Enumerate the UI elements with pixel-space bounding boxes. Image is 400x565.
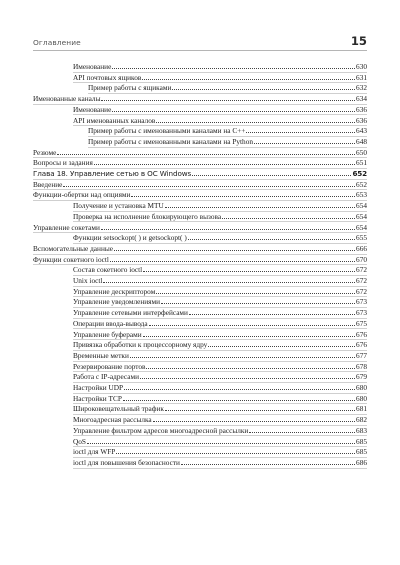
toc-entry-row[interactable] — [33, 223, 367, 232]
dot-leader — [110, 261, 355, 262]
toc-entry-page-number: 683 — [356, 425, 367, 435]
toc-entry-page-number: 632 — [356, 83, 367, 93]
toc-entry-page-number: 636 — [356, 115, 367, 125]
dot-leader — [254, 143, 355, 144]
dot-leader — [208, 346, 355, 347]
toc-entry-label: API именованных каналов — [73, 115, 156, 125]
dot-leader — [156, 122, 355, 123]
toc-entry-row[interactable] — [73, 447, 367, 456]
toc-entry-row[interactable] — [73, 383, 367, 392]
dot-leader — [123, 400, 355, 401]
toc-entry-label: Пример работы с именованными каналами на С++ — [88, 126, 246, 136]
dot-leader — [246, 132, 355, 133]
toc-entry-row[interactable] — [33, 190, 367, 199]
toc-entry-label: Пример работы с ящиками — [88, 83, 172, 93]
dot-leader — [57, 154, 355, 155]
dot-leader — [149, 325, 355, 326]
toc-entry-row[interactable] — [73, 415, 367, 424]
toc-entry-page-number: 679 — [356, 372, 367, 382]
toc-entry-label: Управление дескриптором — [73, 286, 156, 296]
toc-entry-row[interactable] — [73, 73, 367, 82]
toc-entry-page-number: 676 — [356, 329, 367, 339]
toc-entry-row[interactable] — [73, 372, 367, 381]
dot-leader — [87, 443, 355, 444]
toc-entry-label: Вопросы и задания — [33, 158, 93, 168]
dot-leader — [165, 207, 355, 208]
toc-entry-label: Многоадресная рассылка — [73, 415, 152, 425]
dot-leader — [94, 164, 355, 165]
toc-entry-row[interactable] — [73, 201, 367, 210]
toc-entry-label: Именование — [73, 104, 112, 114]
toc-entry-row[interactable] — [73, 340, 367, 349]
page-number: 15 — [350, 34, 367, 48]
toc-entry-row[interactable] — [73, 394, 367, 403]
toc-entry-label: API почтовых ящиков — [73, 72, 142, 82]
row-separator — [73, 468, 367, 469]
toc-entry-page-number: 672 — [356, 265, 367, 275]
toc-entry-label: Привязка обработки к процессорному ядру — [73, 340, 208, 350]
toc-entry-label: Управление фильтром адресов многоадресной рассылки — [73, 425, 249, 435]
dot-leader — [192, 175, 351, 176]
running-title: Оглавление — [33, 38, 81, 47]
toc-entry-page-number: 648 — [356, 136, 367, 146]
dot-leader — [101, 100, 355, 101]
toc-entry-label: Резервирование портов — [73, 361, 146, 371]
dot-leader — [112, 68, 355, 69]
dot-leader — [131, 196, 355, 197]
toc-entry-label: Получение и установка MTU — [73, 201, 164, 211]
toc-entry-label: ioctl для повышения безопасности — [73, 457, 180, 467]
dot-leader — [130, 357, 355, 358]
toc-entry-row[interactable] — [73, 330, 367, 339]
toc-entry-row[interactable] — [33, 244, 367, 253]
toc-entry-page-number: 652 — [352, 169, 367, 178]
toc-entry-label: QoS — [73, 436, 86, 446]
toc-entry-row[interactable] — [73, 276, 367, 285]
toc-entry-page-number: 681 — [356, 404, 367, 414]
toc-entry-row[interactable] — [73, 426, 367, 435]
toc-entry-row[interactable] — [73, 212, 367, 221]
dot-leader — [188, 239, 355, 240]
dot-leader — [161, 303, 355, 304]
toc-entry-page-number: 680 — [356, 383, 367, 392]
toc-entry-label: Управление сетевыми интерфейсами — [73, 308, 188, 318]
toc-entry-page-number: 672 — [356, 276, 367, 285]
toc-entry-page-number: 631 — [356, 72, 367, 82]
toc-entry-label: Управление сокетами — [33, 222, 100, 232]
dot-leader — [165, 410, 355, 411]
toc-entry-label: Управление буферами — [73, 329, 142, 339]
toc-entry-row[interactable] — [33, 180, 367, 189]
toc-entry-label: Временные метки — [73, 350, 129, 360]
toc-entry-label: Глава 18. Управление сетью в ОС Windows — [33, 169, 192, 178]
toc-entry-page-number: 643 — [356, 126, 367, 136]
toc-entry-label: Настройки UDP — [73, 383, 124, 392]
toc-entry-page-number: 634 — [356, 94, 367, 104]
toc-entry-row[interactable] — [73, 308, 367, 317]
toc-entry-row[interactable] — [33, 255, 367, 264]
toc-entry-page-number: 675 — [356, 318, 367, 328]
toc-entry-page-number: 654 — [356, 211, 367, 221]
toc-entry-row[interactable] — [73, 287, 367, 296]
toc-entry-row[interactable] — [73, 458, 367, 467]
toc-entry-label: Функции setsockopt( ) и getsockopt( ) — [73, 233, 187, 243]
toc-entry-page-number: 636 — [356, 104, 367, 114]
toc-entry-page-number: 686 — [356, 457, 367, 467]
toc-entry-page-number: 672 — [356, 286, 367, 296]
toc-entry-label: Работа с IP-адресами — [73, 372, 139, 382]
toc-entry-label: Именование — [73, 62, 112, 71]
dot-leader — [101, 229, 355, 230]
dot-leader — [103, 282, 355, 283]
toc-entry-page-number: 680 — [356, 393, 367, 403]
toc-entry-row[interactable] — [73, 319, 367, 328]
dot-leader — [172, 89, 355, 90]
toc-entry-page-number: 653 — [356, 190, 367, 200]
toc-entry-row[interactable] — [88, 83, 367, 92]
toc-entry-row[interactable] — [73, 105, 367, 114]
toc-entry-label: Вспомогательные данные — [33, 243, 113, 253]
toc-entry-page-number: 677 — [356, 350, 367, 360]
toc-entry-page-number: 682 — [356, 415, 367, 425]
toc-entry-page-number: 673 — [356, 297, 367, 307]
toc-entry-label: Управление уведомлениями — [73, 297, 161, 307]
dot-leader — [142, 79, 355, 80]
toc-entry-row[interactable] — [73, 265, 367, 274]
dot-leader — [146, 368, 355, 369]
toc-entry-page-number: 655 — [356, 233, 367, 243]
dot-leader — [143, 271, 355, 272]
dot-leader — [249, 432, 355, 433]
dot-leader — [116, 453, 355, 454]
toc-entry-row[interactable] — [73, 362, 367, 371]
dot-leader — [140, 378, 355, 379]
toc-entry-page-number: 654 — [356, 201, 367, 211]
toc-entry-label: Состав сокетного ioctl — [73, 265, 143, 275]
dot-leader — [189, 314, 355, 315]
toc-entry-label: Введение — [33, 179, 63, 189]
toc-entry-row[interactable] — [88, 126, 367, 135]
toc-entry-label: Резюме — [33, 147, 57, 157]
toc-entry-label: Функции-обертки над опциями — [33, 190, 131, 200]
toc-entry-row[interactable] — [73, 233, 367, 242]
toc-chapter-row[interactable] — [33, 169, 367, 178]
toc-entry-page-number: 685 — [356, 447, 367, 457]
toc-entry-label: Unix ioctl — [73, 276, 103, 285]
toc-entry-row[interactable] — [73, 437, 367, 446]
dot-leader — [63, 186, 355, 187]
toc-entry-row[interactable] — [73, 351, 367, 360]
dot-leader — [112, 111, 355, 112]
toc-entry-page-number: 666 — [356, 243, 367, 253]
toc-entry-label: ioctl для WFP — [73, 447, 116, 457]
dot-leader — [124, 389, 355, 390]
dot-leader — [156, 293, 355, 294]
dot-leader — [143, 336, 355, 337]
toc-entry-row[interactable] — [73, 404, 367, 413]
toc-entry-page-number: 676 — [356, 340, 367, 350]
toc-entry-page-number: 650 — [356, 147, 367, 157]
toc-entry-label: Широковещательный трафик — [73, 404, 164, 414]
toc-entry-label: Операции ввода-вывода — [73, 318, 148, 328]
toc-entry-label: Настройки TCP — [73, 393, 122, 403]
toc-entry-row[interactable] — [73, 116, 367, 125]
dot-leader — [114, 250, 355, 251]
toc-entry-label: Пример работы с именованными каналами на Python — [88, 136, 253, 146]
toc-entry-page-number: 678 — [356, 361, 367, 371]
dot-leader — [222, 218, 355, 219]
dot-leader — [181, 464, 355, 465]
toc-entry-row[interactable] — [73, 297, 367, 306]
toc-entry-page-number: 670 — [356, 254, 367, 264]
toc-entry-page-number: 651 — [356, 158, 367, 168]
toc-entry-label: Проверка на исполнение блокирующего вызова — [73, 211, 222, 221]
toc-entry-page-number: 685 — [356, 436, 367, 446]
running-header — [33, 34, 367, 51]
toc-entry-row[interactable] — [33, 94, 367, 103]
toc-entry-row[interactable] — [73, 62, 367, 71]
toc-entry-row[interactable] — [88, 137, 367, 146]
toc-entry-row[interactable] — [33, 158, 367, 167]
toc-entry-label: Именованные каналы — [33, 94, 101, 104]
toc-entry-page-number: 652 — [356, 179, 367, 189]
toc-entry-page-number: 654 — [356, 222, 367, 232]
toc-entry-page-number: 673 — [356, 308, 367, 318]
dot-leader — [153, 421, 355, 422]
toc-entry-label: Функции сокетного ioctl — [33, 254, 109, 264]
toc-entry-row[interactable] — [33, 148, 367, 157]
toc-entry-page-number: 630 — [356, 62, 367, 71]
